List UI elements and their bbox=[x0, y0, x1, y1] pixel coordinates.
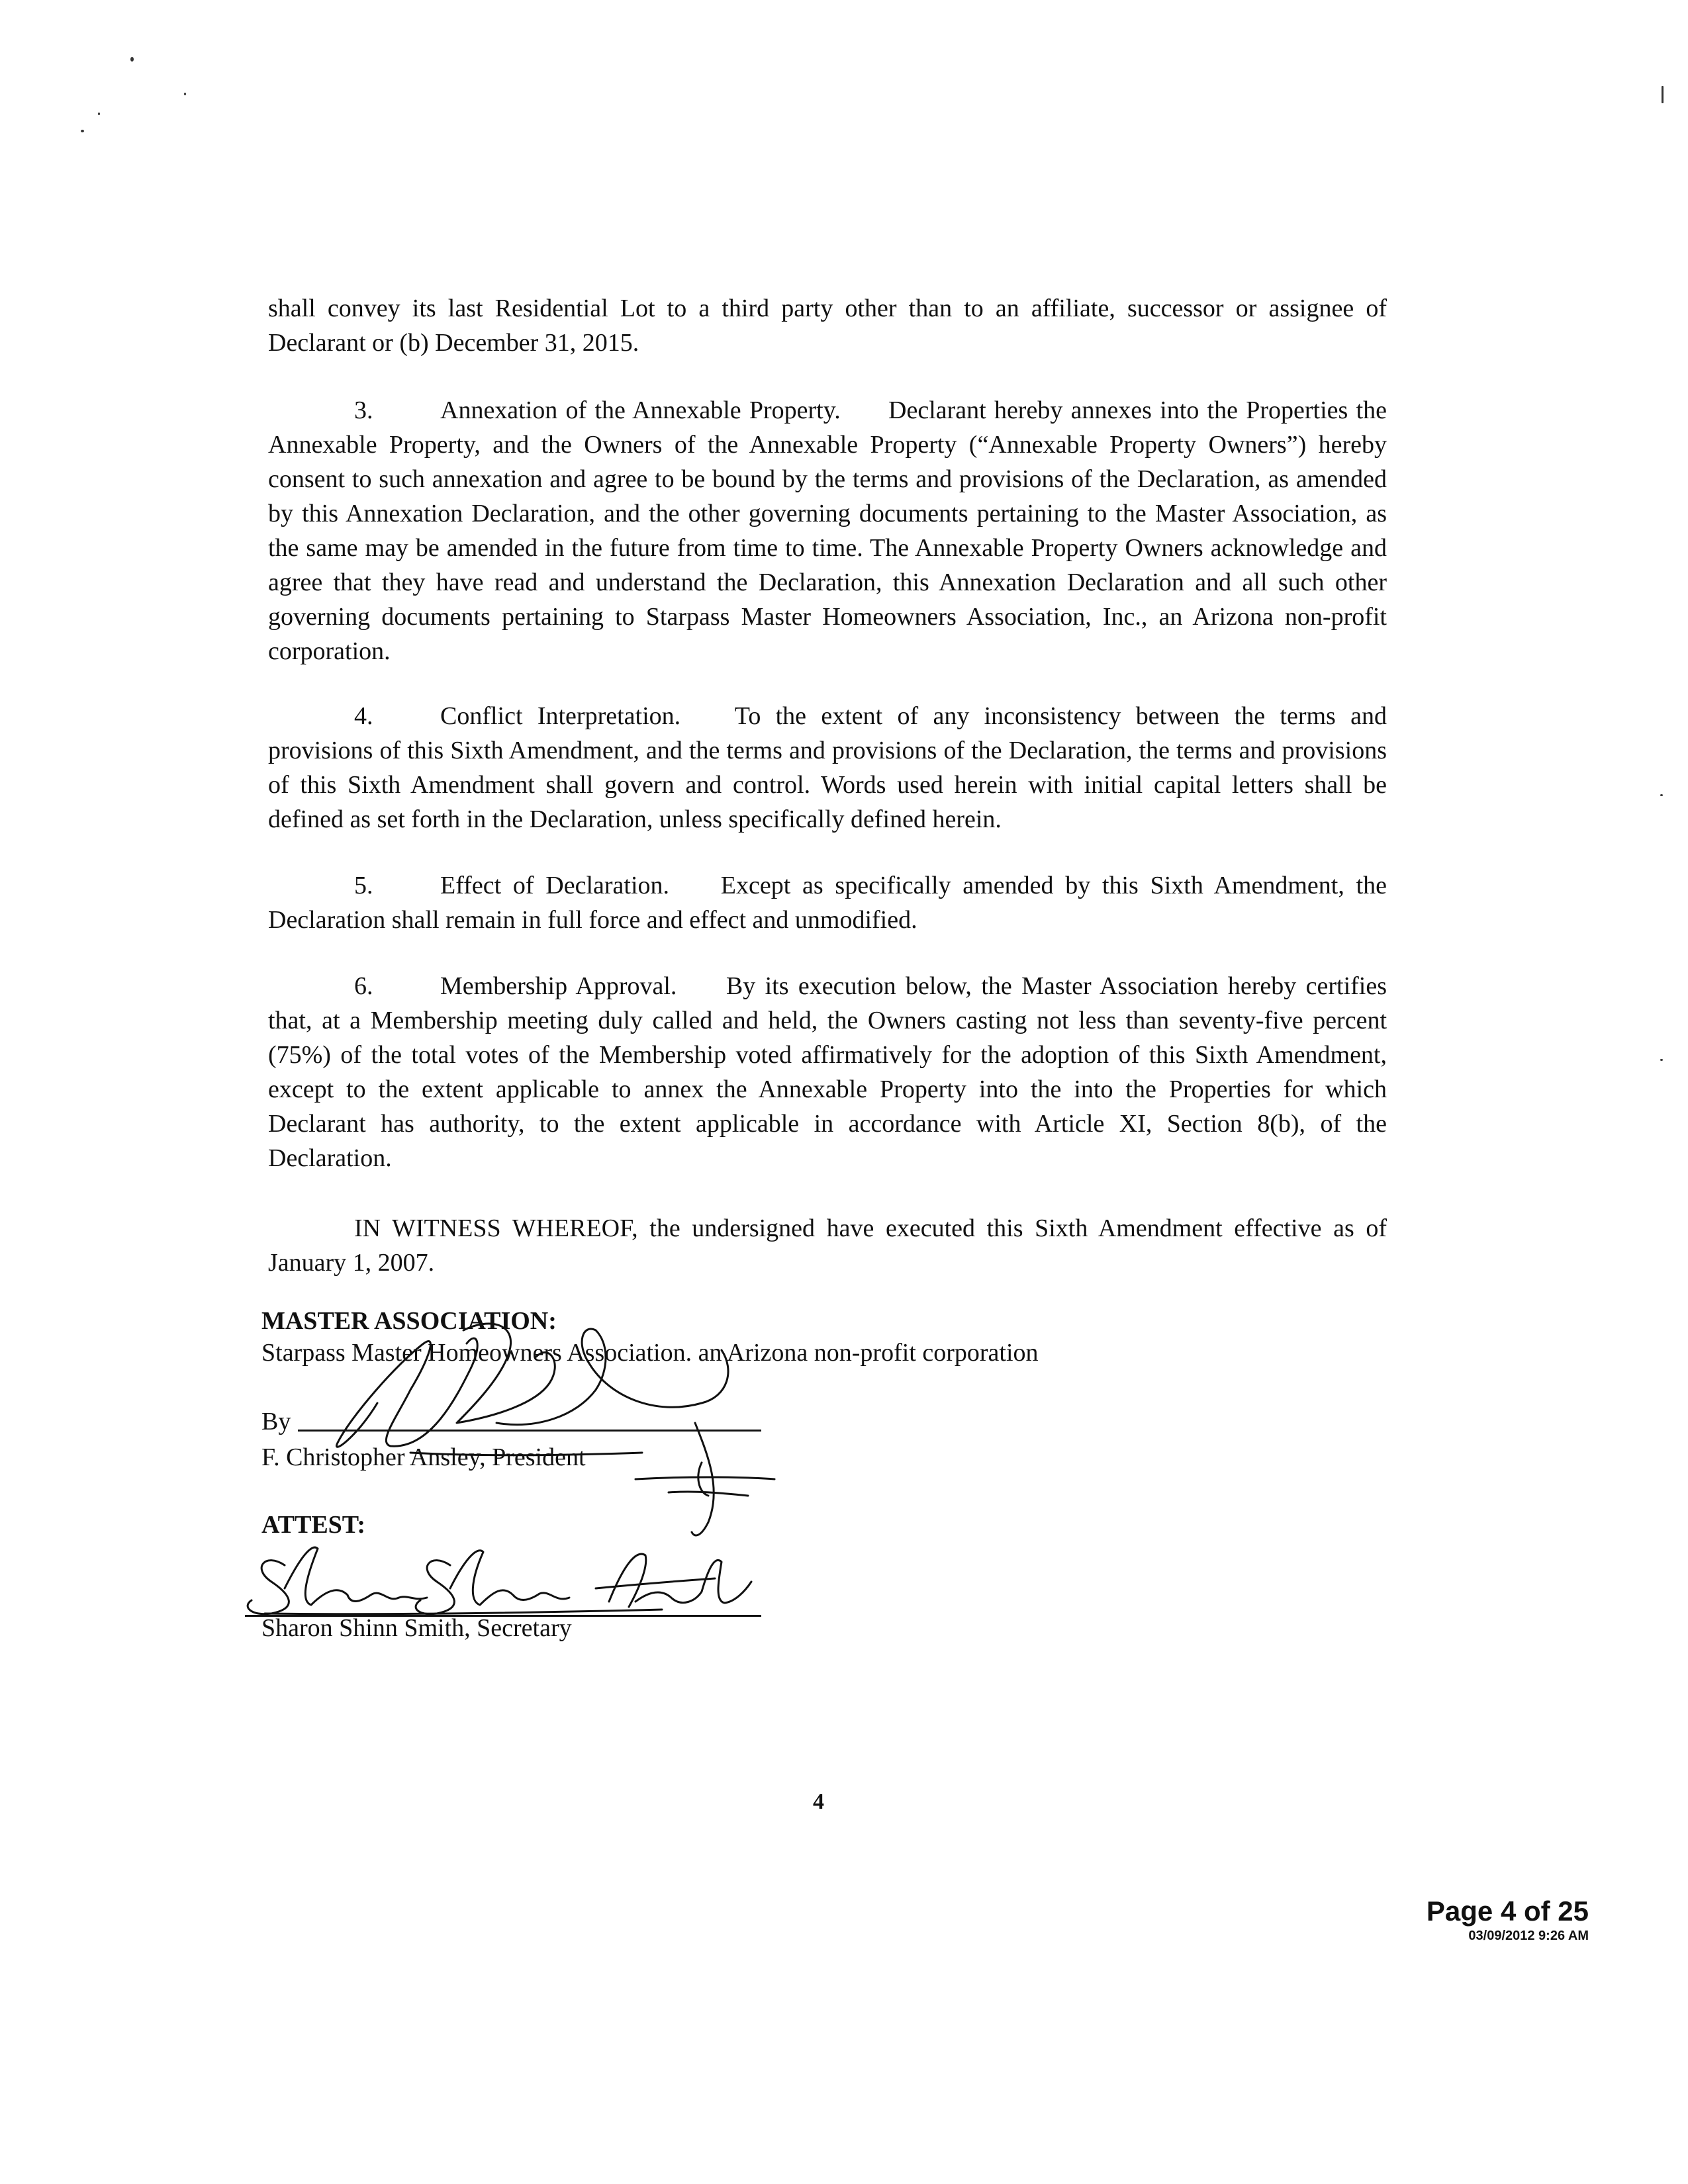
scan-speck bbox=[1660, 794, 1663, 796]
section-number: 5. bbox=[354, 872, 373, 899]
signer-2-name: Sharon Shinn Smith, Secretary bbox=[261, 1614, 572, 1642]
master-entity-name: Starpass Master Homeowners Association. an Arizona non-profit corporation bbox=[261, 1339, 1039, 1367]
section-4 bbox=[268, 699, 1387, 837]
section-text: Declarant hereby annexes into the Properties the Annexable Property, and the Owners of the Annexable Property (“Annexable Property Owners”) hereby consent to such annexation and agree to be bound by the terms and provisions of the Declaration, as amended by this Annexation Declaration, and the other governing documents pertaining to the Master Association, as the same may be amended in the future from time to time. The Annexable Property Owners acknowledge and agree that they have read and understand the Declaration, this Annexation Declaration and all such other governing documents pertaining to Starpass Master Homeowners Association, Inc., an Arizona non-profit corporation. bbox=[268, 396, 1387, 665]
section-text: Except as specifically amended by this Sixth Amendment, the Declaration shall remain in full force and effect and unmodified. bbox=[268, 872, 1387, 934]
scan-speck bbox=[81, 130, 84, 132]
scan-speck bbox=[98, 113, 100, 115]
section-number: 6. bbox=[354, 972, 373, 1000]
master-association-heading: MASTER ASSOCIATION: bbox=[261, 1307, 557, 1335]
section-number: 4. bbox=[354, 702, 373, 730]
witness-text: IN WITNESS WHEREOF, the undersigned have executed this Sixth Amendment effective as of January 1, 2007. bbox=[268, 1214, 1387, 1277]
section-heading: Annexation of the Annexable Property. bbox=[440, 396, 841, 424]
section-5 bbox=[268, 868, 1387, 937]
witness-paragraph bbox=[268, 1211, 1387, 1280]
section-heading: Conflict Interpretation. bbox=[440, 702, 681, 730]
signer-1-name: F. Christopher Ansley, President bbox=[261, 1443, 586, 1471]
signature-smith bbox=[238, 1529, 768, 1628]
continuation-paragraph bbox=[268, 291, 1387, 360]
datetime-stamp: 03/09/2012 9:26 AM bbox=[1468, 1929, 1589, 1943]
page-count-stamp: Page 4 of 25 bbox=[1426, 1895, 1589, 1927]
section-text: By its execution below, the Master Association hereby certifies that, at a Membership meeting duly called and held, the Owners casting not less than seventy-five percent (75%) of the total votes of the Membership voted affirmatively for the adoption of this Sixth Amendment, except to the extent applicable to annex the Annexable Property into the into the Properties for which Declarant has authority, to the extent applicable in accordance with Article XI, Section 8(b), of the Declaration. bbox=[268, 972, 1387, 1172]
continuation-text: shall convey its last Residential Lot to a third party other than to an affiliate, successor or assignee of Declarant or (b) December 31, 2015. bbox=[268, 295, 1387, 357]
section-6 bbox=[268, 969, 1387, 1175]
page-number: 4 bbox=[813, 1790, 824, 1814]
section-text: To the extent of any inconsistency between the terms and provisions of this Sixth Amendment, and the terms and provisions of the Declaration, the terms and provisions of this Sixth Amendment shall govern and control. Words used herein with initial capital letters shall be defined as set forth in the Declaration, unless specifically defined herein. bbox=[268, 702, 1387, 833]
signature-ansley bbox=[298, 1304, 841, 1555]
by-label: By bbox=[261, 1408, 291, 1435]
section-number: 3. bbox=[354, 396, 373, 424]
section-3 bbox=[268, 393, 1387, 668]
scan-speck bbox=[184, 93, 186, 95]
section-heading: Effect of Declaration. bbox=[440, 872, 670, 899]
scan-speck bbox=[1662, 86, 1664, 103]
scan-speck bbox=[130, 57, 134, 62]
section-heading: Membership Approval. bbox=[440, 972, 677, 1000]
attest-heading: ATTEST: bbox=[261, 1511, 365, 1539]
scan-speck bbox=[1660, 1059, 1663, 1061]
